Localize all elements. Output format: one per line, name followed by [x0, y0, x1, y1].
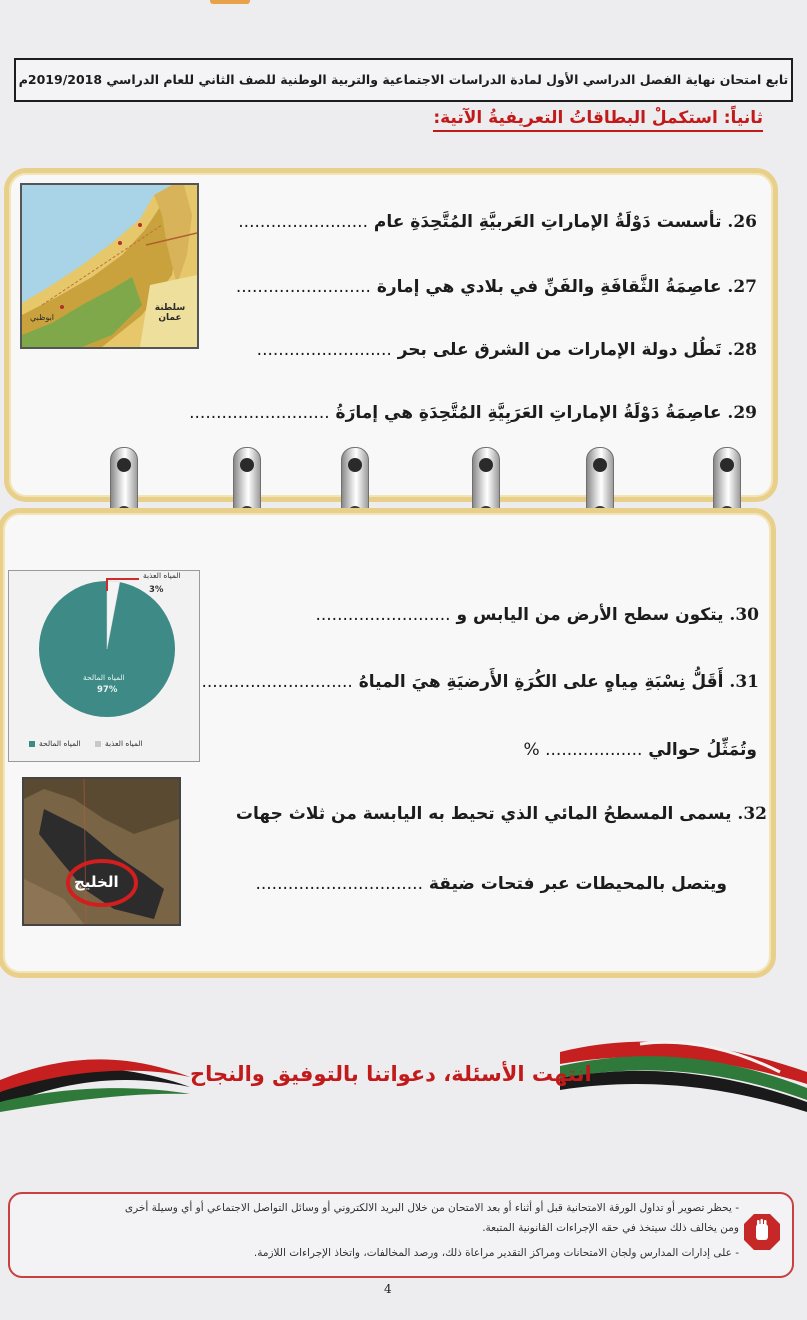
- exam-header-text: تابع امتحان نهاية الفصل الدراسي الأول لمادة الدراسات الاجتماعية والتربية الوطنية للصف الثاني للعام الدراسي 2019/2018م: [18, 72, 789, 87]
- question-30: [315, 605, 759, 625]
- gulf-graphic: [24, 779, 179, 924]
- answer-blank[interactable]: ............................: [201, 672, 353, 692]
- question-text: تأسست دَوْلَةُ الإماراتِ العَربيَّةِ المُتَّحِدَةِ عام: [373, 212, 722, 232]
- question-32: [236, 804, 767, 824]
- gulf-label: الخليج: [74, 873, 119, 891]
- question-number: 30.: [729, 605, 759, 625]
- map-label-oman: سلطنة عمان: [154, 303, 186, 323]
- exam-header: [14, 58, 793, 102]
- question-text: عاصِمَةُ دَوْلَةُ الإماراتِ العَرَبِيَّةِ المُتَّحِدَةِ هي إمارَةُ: [335, 403, 722, 423]
- notice-line-1: - يحظر تصوير أو تداول الورقة الامتحانية قبل أو أثناء أو بعد الامتحان من خلال البريد الالكتروني أو وسائل التواصل الاجتماعي أو أي وسيلة أخرى: [124, 1202, 739, 1214]
- question-number: 32.: [737, 804, 767, 824]
- question-text: يسمى المسطحُ المائي الذي تحيط به اليابسة من ثلاث جهات: [235, 804, 732, 824]
- map-label-abudhabi: ابوظبي: [30, 313, 55, 322]
- closing-message: انتهت الأسئلة، دعواتنا بالتوفيق والنجاح: [190, 1062, 592, 1086]
- question-29: [189, 403, 757, 423]
- question-text: أَقَلُّ نِسْبَةِ مِياهٍ على الكُرَةِ الأَرضيَةِ هيَ المياهُ: [358, 672, 724, 692]
- uae-map-image: [20, 183, 199, 349]
- question-number: 26.: [727, 212, 757, 232]
- question-text: تَطُل دولة الإمارات من الشرق على بحر: [397, 340, 722, 360]
- question-28: [257, 340, 757, 360]
- pie-graphic: [9, 571, 199, 761]
- question-text: عاصِمَةُ الثَّقافَةِ والفَنِّ في بلادي هي إمارة: [376, 277, 722, 297]
- question-27: [236, 277, 757, 297]
- answer-blank[interactable]: .........................: [315, 605, 451, 625]
- answer-blank[interactable]: ........................: [238, 212, 368, 232]
- notice-line-3: - على إدارات المدارس ولجان الامتحانات ومراكز التقدير مراعاة ذلك، ورصد المخالفات، واتخاذ الإجراءات اللازمة.: [253, 1247, 739, 1259]
- section-title: ثانياً: استكملْ البطاقاتُ التعريفيةُ الآتية:: [433, 108, 763, 132]
- question-31: [202, 672, 760, 692]
- stop-hand-icon: [742, 1212, 782, 1252]
- pie-legend-fresh: المياه العذبة: [105, 739, 143, 748]
- top-decor-strip: [210, 0, 250, 4]
- water-pie-chart: [8, 570, 200, 762]
- pie-legend-salt: المياه المالحة: [39, 739, 81, 748]
- question-number: 29.: [727, 403, 757, 423]
- answer-blank[interactable]: .........................: [256, 340, 392, 360]
- question-text: وتُمَثِّلُ حوالي: [648, 740, 757, 760]
- question-number: 27.: [727, 277, 757, 297]
- question-text: يتكون سطح الأرض من اليابس و: [456, 605, 724, 625]
- pie-value-salt: 97%: [97, 685, 118, 695]
- answer-blank[interactable]: ...............................: [255, 874, 423, 894]
- gulf-satellite-image: [22, 777, 181, 926]
- pie-value-fresh: 3%: [149, 585, 164, 595]
- pie-label-salt: المياه المالحة: [83, 673, 125, 682]
- question-number: 31.: [729, 672, 759, 692]
- answer-blank[interactable]: ..........................: [189, 403, 330, 423]
- question-number: 28.: [727, 340, 757, 360]
- question-32-continuation: [255, 874, 727, 894]
- question-text: ويتصل بالمحيطات عبر فتحات ضيقة: [428, 874, 727, 894]
- page-number: 4: [384, 1282, 392, 1296]
- question-26: [238, 212, 757, 232]
- answer-blank[interactable]: .........................: [235, 277, 371, 297]
- pie-label-fresh: المياه العذبة: [143, 571, 181, 580]
- answer-blank[interactable]: .................. %: [523, 740, 643, 760]
- notice-line-2: ومن يخالف ذلك سيتخذ في حقه الإجراءات القانونية المتبعة.: [482, 1222, 739, 1234]
- question-31-continuation: [524, 740, 757, 760]
